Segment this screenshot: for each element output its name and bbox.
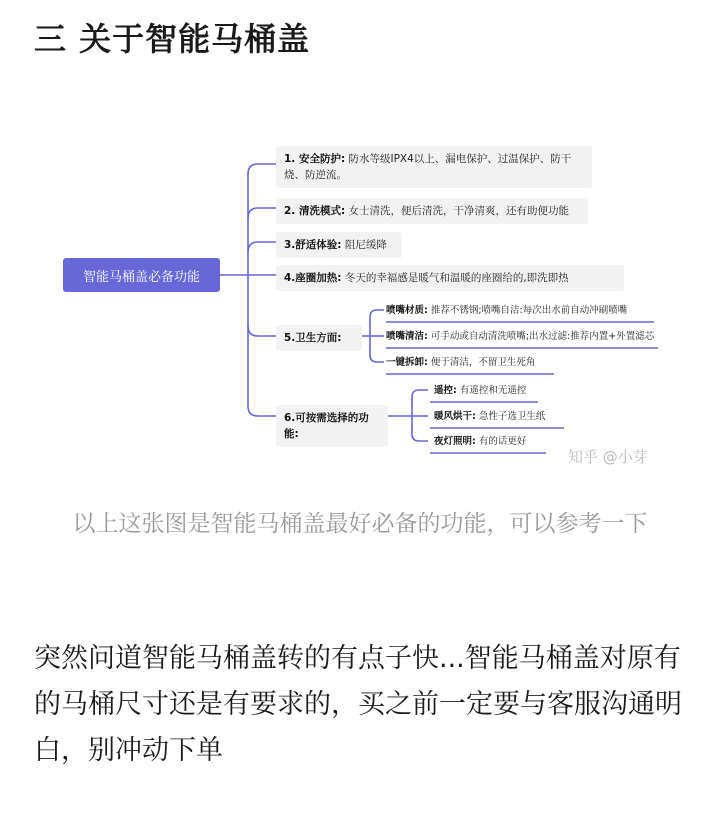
mindmap-leaf-6-2: 暖风烘干: 急性子选卫生纸 bbox=[434, 411, 546, 422]
mindmap-leaf-6-1: 遥控: 有遥控和无遥控 bbox=[434, 385, 527, 396]
mindmap-branch-5: 5.卫生方面: bbox=[276, 325, 362, 351]
mindmap-leaf-5-2: 喷嘴清洁: 可手动或自动清洗喷嘴;出水过滤:推荐内置+外置滤芯 bbox=[386, 331, 655, 342]
section-title: 三 关于智能马桶盖 bbox=[34, 20, 311, 58]
connector-branch-5 bbox=[248, 275, 276, 336]
connector-6-1 bbox=[388, 390, 428, 416]
mindmap-branch-2: 2. 清洗模式: 女士清洗，便后清洗，干净清爽，还有助便功能 bbox=[276, 198, 588, 224]
watermark: 知乎 @小芽 bbox=[568, 448, 648, 466]
connector-branch-6 bbox=[248, 326, 276, 416]
body-paragraph: 突然问道智能马桶盖转的有点子快...智能马桶盖对原有的马桶尺寸还是有要求的，买之前一定要与客服沟通明白，别冲动下单 bbox=[34, 643, 682, 766]
mindmap-leaf-5-3: 一键拆卸: 便于清洁，不留卫生死角 bbox=[386, 357, 536, 368]
mindmap-branch-3: 3.舒适体验: 阻尼缓降 bbox=[276, 232, 402, 258]
mindmap-figure bbox=[34, 118, 686, 478]
mindmap-root-node: 智能马桶盖必备功能 bbox=[63, 258, 220, 292]
connector-branch-1 bbox=[248, 164, 276, 275]
mindmap-leaf-6-3: 夜灯照明: 有的话更好 bbox=[434, 436, 527, 447]
mindmap-branch-4: 4.座圈加热: 冬天的幸福感是暖气和温暖的座圈给的,即洗即热 bbox=[276, 265, 624, 291]
connector-5-3 bbox=[370, 336, 384, 362]
mindmap-branch-1: 1. 安全防护: 防水等级IPX4以上、漏电保护、过温保护、防干烧、防逆流。 bbox=[276, 146, 592, 188]
mindmap-leaf-5-1: 喷嘴材质: 推荐不锈钢;喷嘴自洁:每次出水前自动冲刷喷嘴 bbox=[386, 305, 628, 316]
mindmap-branch-6: 6.可按需选择的功能: bbox=[276, 405, 388, 447]
connector-branch-2 bbox=[248, 208, 276, 218]
connector-5-1 bbox=[362, 310, 384, 336]
connector-6-3 bbox=[412, 416, 428, 441]
connector-branch-3 bbox=[248, 242, 276, 252]
image-caption: 以上这张图是智能马桶盖最好必备的功能，可以参考一下 bbox=[72, 511, 648, 537]
